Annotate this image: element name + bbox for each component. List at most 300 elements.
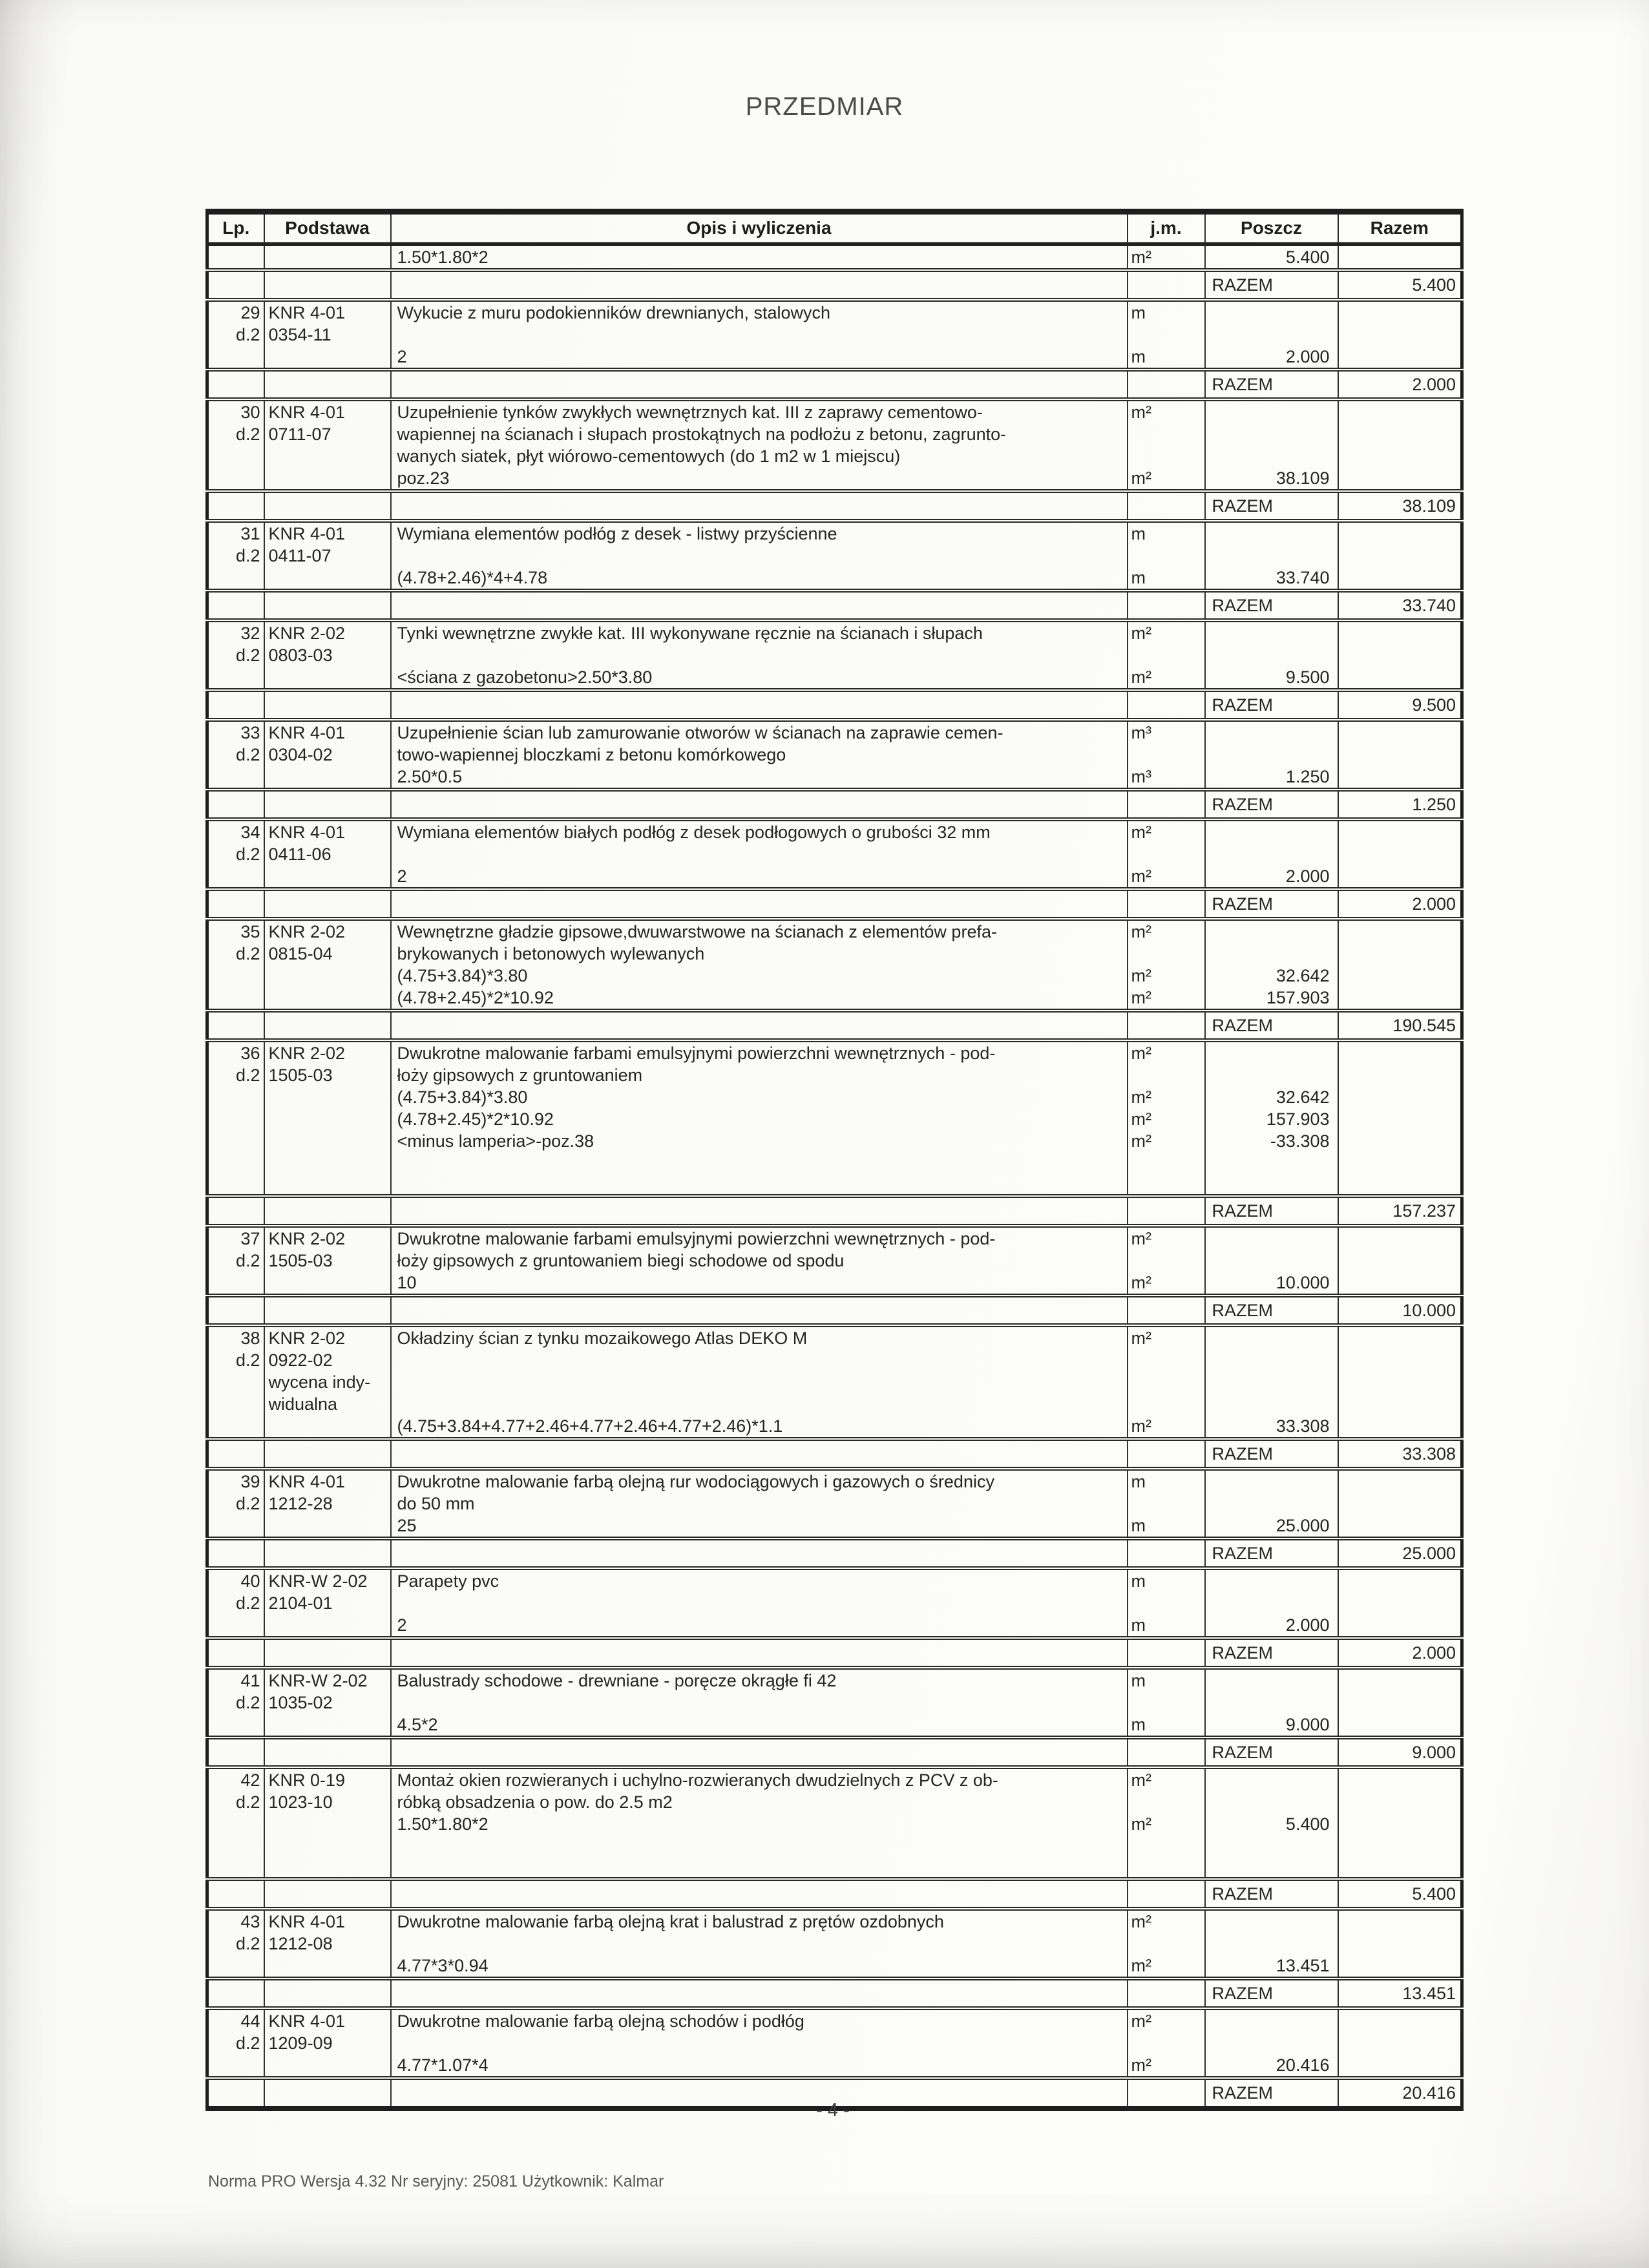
razem-cell (1338, 1040, 1462, 1064)
jm-cell (1128, 1196, 1205, 1226)
razem-cell (1338, 1813, 1462, 1835)
poszcz-cell (1205, 445, 1338, 467)
poszcz-cell: RAZEM (1205, 1196, 1338, 1226)
measure-line-row (207, 1086, 1462, 1108)
razem-row (207, 370, 1462, 399)
lp-cell (207, 1415, 264, 1439)
podstawa-cell (264, 1979, 391, 2008)
item-line-row (207, 843, 1462, 865)
opis-cell: 4.77*1.07*4 (391, 2054, 1128, 2078)
estimate-table-body (207, 244, 1462, 2108)
lp-cell (207, 1086, 264, 1108)
lp-cell (207, 1714, 264, 1738)
podstawa-cell (264, 1196, 391, 1226)
lp-cell (207, 2054, 264, 2078)
jm-cell (1128, 2032, 1205, 2054)
footer-note: Norma PRO Wersja 4.32 Nr seryjny: 25081 Użytkownik: Kalmar (208, 2172, 664, 2190)
item-line-row (207, 445, 1462, 467)
header-opis: Opis i wyliczenia (391, 212, 1128, 244)
jm-cell: m² (1128, 399, 1205, 423)
opis-cell: Parapety pvc (391, 1568, 1128, 1592)
lp-cell: 31 (240, 523, 260, 543)
jm-cell (1128, 1349, 1205, 1371)
jm-cell: m² (1128, 1108, 1205, 1130)
podstawa-cell: 0411-07 (264, 545, 391, 567)
podstawa-cell: 2104-01 (264, 1592, 391, 1614)
item-line-row (207, 2032, 1462, 2054)
poszcz-cell (1205, 919, 1338, 943)
jm-cell (1128, 744, 1205, 766)
poszcz-cell: RAZEM (1205, 790, 1338, 819)
measure-line-row (207, 1515, 1462, 1538)
razem-row (207, 1196, 1462, 1226)
razem-cell (1338, 1614, 1462, 1638)
jm-cell (1128, 423, 1205, 445)
opis-cell: 25 (391, 1515, 1128, 1538)
opis-cell (391, 1174, 1128, 1196)
podstawa-cell: KNR 2-02 (264, 1325, 391, 1349)
razem-cell (1338, 1130, 1462, 1152)
poszcz-cell: 1.250 (1205, 766, 1338, 790)
lp-cell (207, 1835, 264, 1857)
razem-cell (1338, 1791, 1462, 1813)
razem-cell (1338, 766, 1462, 790)
lp-cell: 37 (240, 1228, 260, 1248)
jm-cell (1128, 843, 1205, 865)
poszcz-cell (1205, 1835, 1338, 1857)
razem-cell: 25.000 (1338, 1538, 1462, 1568)
lp-cell (207, 1371, 264, 1393)
razem-cell (1338, 1349, 1462, 1371)
poszcz-cell (1205, 1469, 1338, 1493)
jm-cell: m² (1128, 666, 1205, 690)
podstawa-cell (264, 1152, 391, 1174)
poszcz-cell (1205, 1250, 1338, 1272)
razem-cell (1338, 1152, 1462, 1174)
jm-cell: m² (1128, 1909, 1205, 1933)
podstawa-cell (264, 965, 391, 987)
podstawa-cell (264, 1439, 391, 1469)
opis-cell (391, 790, 1128, 819)
razem-row (207, 491, 1462, 521)
jm-cell (1128, 943, 1205, 965)
poszcz-cell (1205, 1692, 1338, 1714)
opis-cell: (4.75+3.84)*3.80 (391, 1086, 1128, 1108)
opis-cell: róbką obsadzenia o pow. do 2.5 m2 (391, 1791, 1128, 1813)
opis-cell (391, 1592, 1128, 1614)
jm-cell (1128, 1791, 1205, 1813)
podstawa-cell: 1023-10 (264, 1791, 391, 1813)
opis-cell (391, 1738, 1128, 1767)
podstawa-cell: KNR-W 2-02 (264, 1568, 391, 1592)
razem-cell (1338, 521, 1462, 545)
item-line-row (207, 1909, 1462, 1933)
measure-line-row (207, 1108, 1462, 1130)
gap-row (207, 1174, 1462, 1196)
podstawa-cell: KNR-W 2-02 (264, 1668, 391, 1692)
razem-cell: 2.000 (1338, 889, 1462, 919)
lp-cell: 33 (240, 722, 260, 742)
opis-cell: Dwukrotne malowanie farbami emulsyjnymi powierzchni wewnętrznych - pod- (391, 1226, 1128, 1250)
poszcz-cell (1205, 1349, 1338, 1371)
poszcz-cell: RAZEM (1205, 270, 1338, 300)
lp-cell (207, 790, 264, 819)
razem-cell (1338, 1108, 1462, 1130)
item-line-row (207, 1349, 1462, 1371)
poszcz-cell (1205, 744, 1338, 766)
razem-cell: 38.109 (1338, 491, 1462, 521)
jm-cell: m³ (1128, 720, 1205, 744)
opis-cell: wapiennej na ścianach i słupach prostokątnych na podłożu z betonu, zagrunto- (391, 423, 1128, 445)
podstawa-cell (264, 1955, 391, 1979)
poszcz-cell: RAZEM (1205, 889, 1338, 919)
measure-line-row (207, 346, 1462, 370)
lp-cell (207, 1979, 264, 2008)
opis-cell: Wykucie z muru podokienników drewnianych, stalowych (391, 300, 1128, 324)
item-line-row (207, 1668, 1462, 1692)
jm-cell: m (1128, 1614, 1205, 1638)
podstawa-cell: KNR 4-01 (264, 521, 391, 545)
razem-row (207, 1979, 1462, 2008)
jm-cell: m² (1128, 965, 1205, 987)
poszcz-cell (1205, 620, 1338, 644)
opis-cell (391, 1439, 1128, 1469)
lp-cell (207, 1614, 264, 1638)
razem-cell (1338, 399, 1462, 423)
podstawa-cell: wycena indy- (264, 1371, 391, 1393)
jm-cell (1128, 270, 1205, 300)
opis-cell: Dwukrotne malowanie farbą olejną schodów i podłóg (391, 2008, 1128, 2032)
poszcz-cell: -33.308 (1205, 1130, 1338, 1152)
razem-row (207, 1439, 1462, 1469)
opis-cell: 2 (391, 346, 1128, 370)
podstawa-cell (264, 1738, 391, 1767)
poszcz-cell (1205, 1857, 1338, 1879)
poszcz-cell (1205, 545, 1338, 567)
opis-cell (391, 644, 1128, 666)
razem-cell (1338, 1714, 1462, 1738)
lp-cell (207, 690, 264, 720)
podstawa-cell (264, 1515, 391, 1538)
poszcz-cell (1205, 1568, 1338, 1592)
lp-cell: 32 (240, 623, 260, 643)
poszcz-cell (1205, 423, 1338, 445)
measure-line-row (207, 1714, 1462, 1738)
podstawa-cell (264, 346, 391, 370)
item-line-row (207, 521, 1462, 545)
lp-cell: d.2 (235, 943, 260, 963)
header-poszcz: Poszcz (1205, 212, 1338, 244)
razem-cell: 5.400 (1338, 1879, 1462, 1909)
lp-cell: 38 (240, 1328, 260, 1348)
jm-cell: m (1128, 1568, 1205, 1592)
razem-cell (1338, 1469, 1462, 1493)
poszcz-cell (1205, 1152, 1338, 1174)
jm-cell (1128, 1933, 1205, 1955)
jm-cell (1128, 1692, 1205, 1714)
lp-cell: d.2 (235, 424, 260, 444)
header-razem: Razem (1338, 212, 1462, 244)
podstawa-cell (264, 1296, 391, 1325)
jm-cell: m² (1128, 1040, 1205, 1064)
jm-cell (1128, 644, 1205, 666)
podstawa-cell (264, 1714, 391, 1738)
poszcz-cell (1205, 943, 1338, 965)
poszcz-cell: 157.903 (1205, 1108, 1338, 1130)
opis-cell: 1.50*1.80*2 (391, 1813, 1128, 1835)
poszcz-cell: 9.500 (1205, 666, 1338, 690)
poszcz-cell: 2.000 (1205, 346, 1338, 370)
header-podstawa: Podstawa (264, 212, 391, 244)
podstawa-cell (264, 987, 391, 1011)
poszcz-cell (1205, 644, 1338, 666)
header-lp: Lp. (207, 212, 264, 244)
opis-cell: Wymiana elementów podłóg z desek - listwy przyścienne (391, 521, 1128, 545)
opis-cell: 2 (391, 1614, 1128, 1638)
jm-cell: m² (1128, 865, 1205, 889)
opis-cell: wanych siatek, płyt wiórowo-cementowych (do 1 m2 w 1 miejscu) (391, 445, 1128, 467)
poszcz-cell: RAZEM (1205, 1879, 1338, 1909)
podstawa-cell: 0354-11 (264, 324, 391, 346)
podstawa-cell (264, 690, 391, 720)
jm-cell: m² (1128, 1325, 1205, 1349)
lp-cell: d.2 (235, 645, 260, 665)
measure-line-row (207, 2054, 1462, 2078)
poszcz-cell: 157.903 (1205, 987, 1338, 1011)
page-number: - 4 - (816, 2100, 850, 2121)
item-line-row (207, 1250, 1462, 1272)
lp-cell: 44 (240, 2011, 260, 2031)
jm-cell (1128, 690, 1205, 720)
podstawa-cell (264, 1130, 391, 1152)
jm-cell (1128, 1064, 1205, 1086)
poszcz-cell: 32.642 (1205, 1086, 1338, 1108)
measure-line-row (207, 1415, 1462, 1439)
opis-cell (391, 2032, 1128, 2054)
poszcz-cell (1205, 1371, 1338, 1393)
razem-cell (1338, 919, 1462, 943)
item-line-row (207, 423, 1462, 445)
jm-cell: m (1128, 1515, 1205, 1538)
poszcz-cell (1205, 521, 1338, 545)
razem-row (207, 790, 1462, 819)
podstawa-cell: KNR 4-01 (264, 1909, 391, 1933)
podstawa-cell: 0411-06 (264, 843, 391, 865)
podstawa-cell (264, 889, 391, 919)
podstawa-cell (264, 1638, 391, 1668)
poszcz-cell: 38.109 (1205, 467, 1338, 491)
razem-cell (1338, 1226, 1462, 1250)
opis-cell (391, 1933, 1128, 1955)
razem-cell (1338, 1767, 1462, 1791)
opis-cell: brykowanych i betonowych wylewanych (391, 943, 1128, 965)
opis-cell: poz.23 (391, 467, 1128, 491)
lp-cell: 41 (240, 1670, 260, 1690)
opis-cell (391, 843, 1128, 865)
measure-line-row (207, 1955, 1462, 1979)
item-line-row (207, 1371, 1462, 1393)
podstawa-cell (264, 445, 391, 467)
poszcz-cell (1205, 819, 1338, 843)
razem-cell (1338, 1835, 1462, 1857)
lp-cell: 39 (240, 1471, 260, 1491)
podstawa-cell: 1212-28 (264, 1493, 391, 1515)
lp-cell (207, 987, 264, 1011)
item-line-row (207, 644, 1462, 666)
razem-cell: 9.500 (1338, 690, 1462, 720)
lp-cell: d.2 (235, 324, 260, 344)
poszcz-cell: 20.416 (1205, 2054, 1338, 2078)
lp-cell (207, 1515, 264, 1538)
razem-cell (1338, 1909, 1462, 1933)
podstawa-cell: 0803-03 (264, 644, 391, 666)
measure-line-row (207, 987, 1462, 1011)
jm-cell: m² (1128, 1086, 1205, 1108)
opis-cell (391, 1349, 1128, 1371)
item-line-row (207, 1393, 1462, 1415)
lp-cell (207, 567, 264, 591)
jm-cell: m² (1128, 1767, 1205, 1791)
razem-cell: 157.237 (1338, 1196, 1462, 1226)
razem-cell (1338, 567, 1462, 591)
poszcz-cell: 33.740 (1205, 567, 1338, 591)
podstawa-cell (264, 865, 391, 889)
opis-cell (391, 1196, 1128, 1226)
razem-cell (1338, 2008, 1462, 2032)
item-line-row (207, 1692, 1462, 1714)
razem-cell (1338, 987, 1462, 1011)
jm-cell: m² (1128, 1226, 1205, 1250)
header-jm: j.m. (1128, 212, 1205, 244)
item-line-row (207, 1568, 1462, 1592)
podstawa-cell: KNR 0-19 (264, 1767, 391, 1791)
table-header (207, 212, 1462, 244)
measure-line-row (207, 965, 1462, 987)
razem-cell (1338, 1250, 1462, 1272)
lp-cell (207, 1152, 264, 1174)
podstawa-cell: 1505-03 (264, 1064, 391, 1086)
lp-cell (207, 1011, 264, 1040)
item-line-row (207, 1226, 1462, 1250)
poszcz-cell (1205, 1226, 1338, 1250)
podstawa-cell: KNR 4-01 (264, 399, 391, 423)
gap-row (207, 1857, 1462, 1879)
razem-cell (1338, 744, 1462, 766)
lp-cell (207, 1738, 264, 1767)
razem-cell (1338, 965, 1462, 987)
lp-cell (207, 491, 264, 521)
lp-cell: d.2 (235, 844, 260, 864)
lp-cell (207, 1879, 264, 1909)
razem-cell: 20.416 (1338, 2078, 1462, 2108)
item-line-row (207, 1040, 1462, 1064)
podstawa-cell: 1035-02 (264, 1692, 391, 1714)
podstawa-cell (264, 370, 391, 399)
jm-cell (1128, 1592, 1205, 1614)
lp-cell (207, 244, 264, 270)
lp-cell: d.2 (235, 545, 260, 565)
lp-cell: 43 (240, 1911, 260, 1931)
razem-cell (1338, 819, 1462, 843)
lp-cell: d.2 (235, 1593, 260, 1613)
lp-cell (207, 1393, 264, 1415)
razem-cell (1338, 1371, 1462, 1393)
jm-cell: m (1128, 1714, 1205, 1738)
lp-cell (207, 1196, 264, 1226)
poszcz-cell: 13.451 (1205, 1955, 1338, 1979)
poszcz-cell: RAZEM (1205, 1638, 1338, 1668)
razem-row (207, 1879, 1462, 1909)
razem-cell: 9.000 (1338, 1738, 1462, 1767)
item-line-row (207, 744, 1462, 766)
poszcz-cell (1205, 1668, 1338, 1692)
jm-cell: m (1128, 300, 1205, 324)
razem-cell (1338, 865, 1462, 889)
razem-cell (1338, 545, 1462, 567)
podstawa-cell (264, 2054, 391, 2078)
razem-row (207, 1296, 1462, 1325)
razem-row (207, 591, 1462, 620)
razem-cell (1338, 423, 1462, 445)
poszcz-cell: RAZEM (1205, 1979, 1338, 2008)
razem-cell (1338, 346, 1462, 370)
opis-cell: <minus lamperia>-poz.38 (391, 1130, 1128, 1152)
opis-cell (391, 1296, 1128, 1325)
measure-line-row (207, 1130, 1462, 1152)
jm-cell: m (1128, 567, 1205, 591)
opis-cell (391, 591, 1128, 620)
podstawa-cell: 0304-02 (264, 744, 391, 766)
item-line-row (207, 545, 1462, 567)
poszcz-cell: 2.000 (1205, 865, 1338, 889)
opis-cell: łoży gipsowych z gruntowaniem (391, 1064, 1128, 1086)
podstawa-cell (264, 1538, 391, 1568)
razem-cell: 1.250 (1338, 790, 1462, 819)
poszcz-cell: 9.000 (1205, 1714, 1338, 1738)
poszcz-cell (1205, 720, 1338, 744)
jm-cell: m² (1128, 1955, 1205, 1979)
poszcz-cell: 33.308 (1205, 1415, 1338, 1439)
razem-cell (1338, 2032, 1462, 2054)
opis-cell: 4.77*3*0.94 (391, 1955, 1128, 1979)
razem-cell: 2.000 (1338, 370, 1462, 399)
razem-cell (1338, 666, 1462, 690)
razem-cell (1338, 1592, 1462, 1614)
jm-cell: m² (1128, 1272, 1205, 1296)
podstawa-cell: 0815-04 (264, 943, 391, 965)
opis-cell: Tynki wewnętrzne zwykłe kat. III wykonywane ręcznie na ścianach i słupach (391, 620, 1128, 644)
podstawa-cell: KNR 4-01 (264, 300, 391, 324)
item-line-row (207, 1469, 1462, 1493)
opis-cell (391, 1857, 1128, 1879)
razem-cell: 5.400 (1338, 270, 1462, 300)
jm-cell: m² (1128, 2008, 1205, 2032)
lp-cell (207, 467, 264, 491)
opis-cell (391, 1538, 1128, 1568)
podstawa-cell (264, 790, 391, 819)
jm-cell (1128, 1152, 1205, 1174)
poszcz-cell (1205, 2032, 1338, 2054)
jm-cell (1128, 1979, 1205, 2008)
podstawa-cell: widualna (264, 1393, 391, 1415)
podstawa-cell: 1212-08 (264, 1933, 391, 1955)
podstawa-cell (264, 1086, 391, 1108)
razem-cell (1338, 1857, 1462, 1879)
poszcz-cell: RAZEM (1205, 591, 1338, 620)
lp-cell: d.2 (235, 1350, 260, 1370)
lp-cell: 42 (240, 1770, 260, 1790)
razem-cell (1338, 244, 1462, 270)
